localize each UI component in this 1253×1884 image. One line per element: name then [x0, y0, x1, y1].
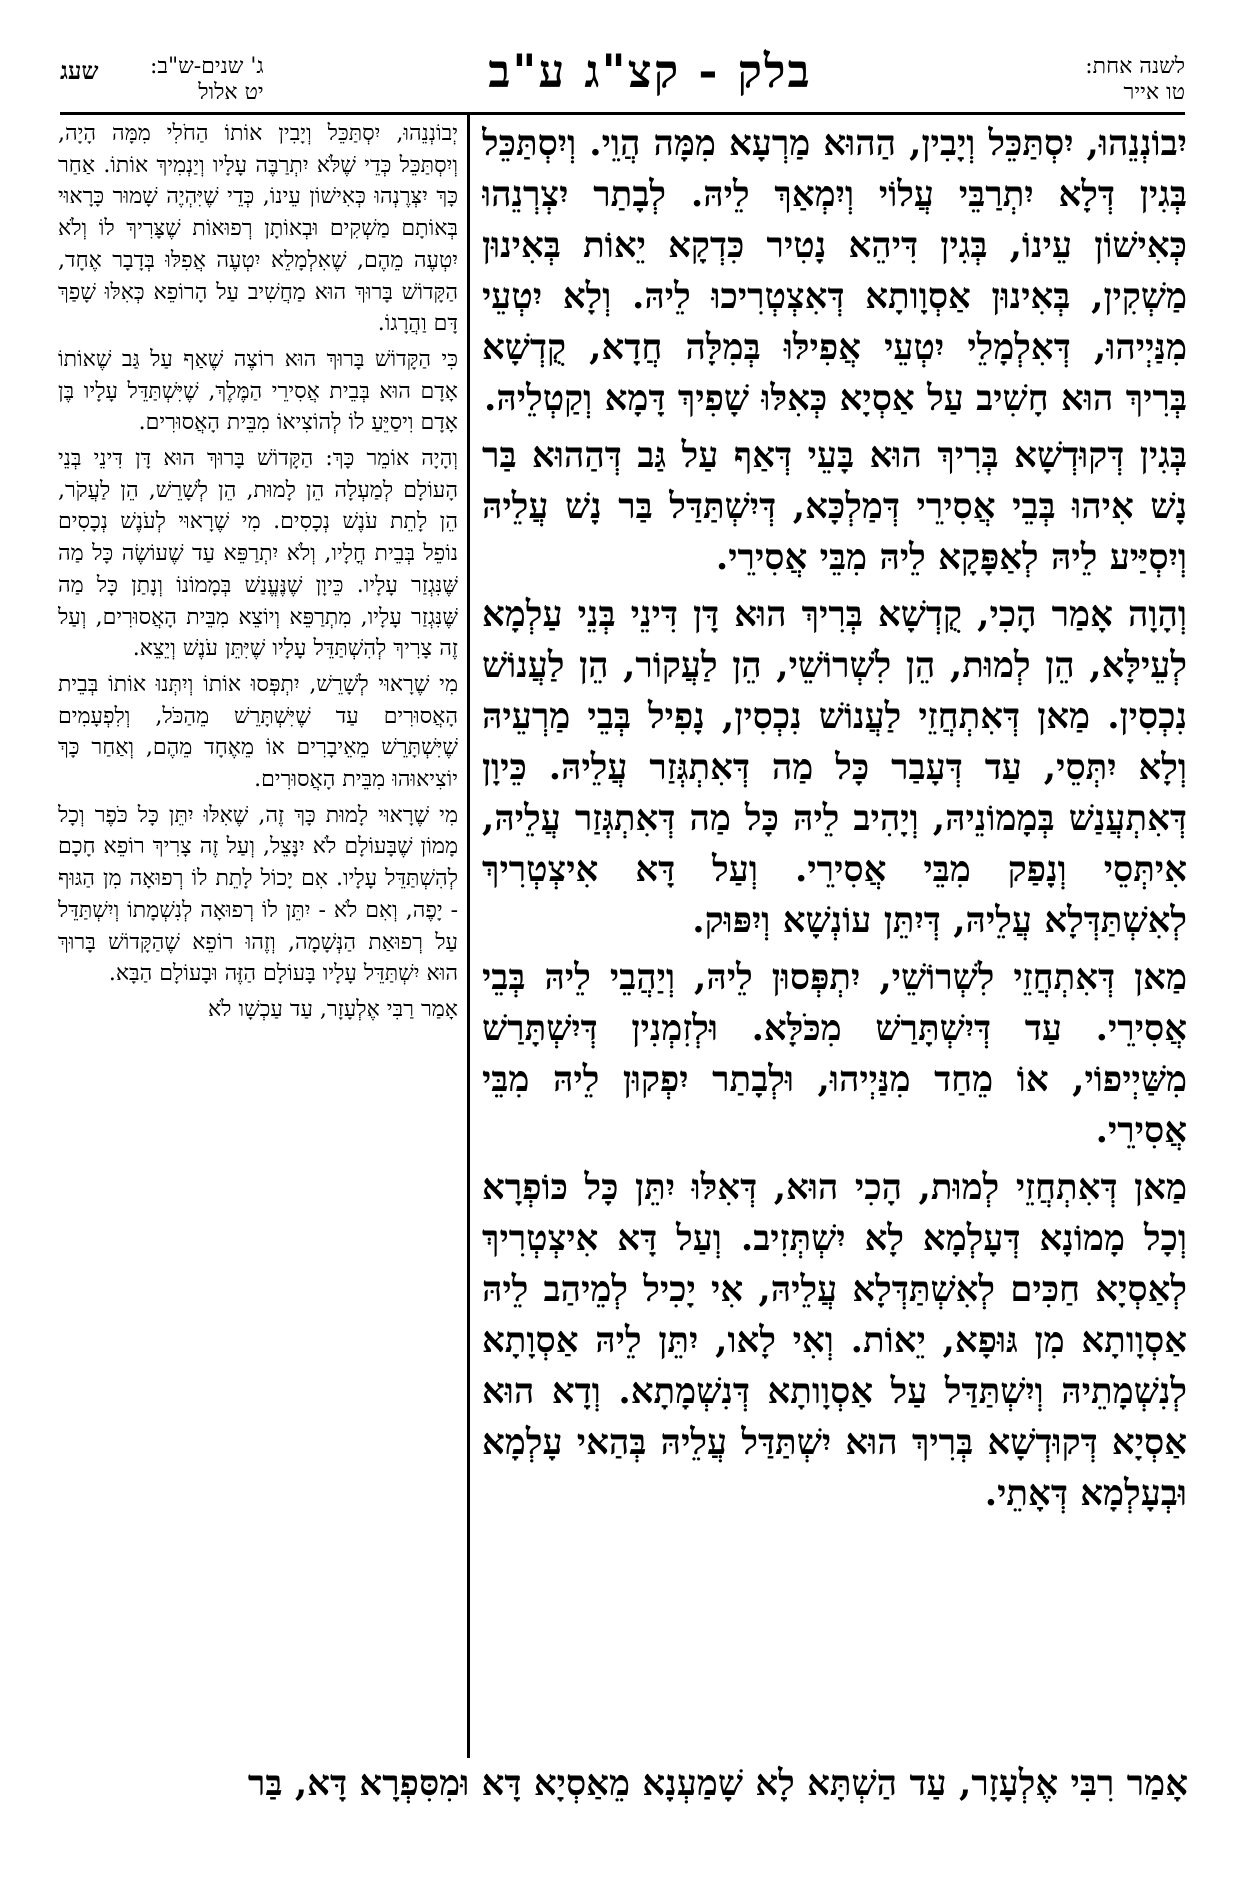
page-header [60, 44, 1185, 120]
main-paragraph: יִבוֹנְנֵהוּ, יִסְתַּכֵּל וְיָבִין, הַהוּא מַרְעָא מִמָּה הֲוֵי. וְיִסְתַּכֵּל בְּגִין דְּלָא יִתְרַבֵּי עֲלוֹי וְיִמְאַךְ לֵיהּ. לְבָתַר יִצְרְנֵהוּ כְּאִישׁוֹן עֵינוֹ, בְּגִין דִּיהֵא נָטִיר כִּדְקָא יֵאוֹת בְּאִינוּן מַשְׁקִין, בְּאִינוּן אַסְוָותָא דְּאִצְטְרִיכוּ לֵיהּ. וְלָא יִטְעֵי מִנַּיְיהוּ, דְּאִלְמָלֵי יִטְעֵי אֲפִילּוּ בְּמִלָּה חֲדָא, קֻדְשָׁא בְּרִיךְ הוּא חָשִׁיב עַל אַסְיָא כְּאִלּוּ שָׁפִיךְ דָּמָא וְקַטְלֵיהּ. [482, 123, 1187, 419]
study-schedule-three-years [150, 54, 264, 106]
page-number: שעג [60, 56, 99, 85]
translation-paragraph: מִי שֶׁרָאוּי לְשָׁרֵשׁ, יִתְפְּסוּ אוֹתוֹ וְיִתְּנוּ אוֹתוֹ בְּבֵית הָאֲסוּרִים עַד שֶׁיִּשְׁתָּרֵשׁ מֵהַכֹּל, וְלִפְעָמִים שֶׁיִּשְׁתָּרֵשׁ מֵאֵיבָרִים אוֹ מֵאֶחָד מֵהֶם, וְאַחַר כָּךְ יוֹצִיאוּהוּ מִבֵּית הָאֲסוּרִים. [58, 671, 458, 793]
translation-paragraph: אָמַר רַבִּי אֶלְעָזָר, עַד עַכְשָׁו לֹא [207, 996, 458, 1022]
aramaic-main-text [482, 118, 1187, 1758]
hebrew-translation-column [58, 118, 458, 1758]
translation-paragraph: יְבוֹנְנֵהוּ, יִסְתַּכֵּל וְיָבִין אוֹתוֹ הַחֹלִי מִמָּה הָיָה, וְיִסְתַּכֵּל כְּדֵי שֶׁלֹּא יִתְרַבֶּה עָלָיו וְיַנְמִיךְ אוֹתוֹ. אַחַר כָּךְ יִצְּרֶנְהוּ כְּאִישׁוֹן עֵינוֹ, כְּדֵי שֶׁיִּהְיֶה שָׁמוּר כָּרָאוּי בְּאוֹתָם מַשְׁקִים וּבְאוֹתָן רְפוּאוֹת שֶׁצָּרִיךְ לוֹ וְלֹא יִטְעֶה מֵהֶם, שֶׁאִלְמָלֵא יִטְעֶה אֲפִלּוּ בְּדָבָר אֶחָד, הַקָּדוֹשׁ בָּרוּךְ הוּא מַחֲשִׁיב עַל הָרוֹפֵא כְּאִלּוּ שָׁפַךְ דָּם וַהֲרָגוֹ. [58, 121, 458, 337]
main-paragraph: בְּגִין דְּקוּדְשָׁא בְּרִיךְ הוּא בָּעֵי דְּאַף עַל גַּב דְּהַהוּא בַּר נָשׁ אִיהוּ בְּבֵי אֲסִירֵי דְּמַלְכָּא, דְּיִשְׁתַּדַּל בַּר נָשׁ עֲלֵיהּ וְיִסְיַּיע לֵיהּ לְאַפָּקָא לֵיהּ מִבֵּי אֲסִירֵי. [482, 435, 1187, 578]
main-text-continuation-line: אָמַר רִבִּי אֶלְעָזָר, עַד הַשְׁתָּא לָא שָׁמַעְנָא מֵאַסְיָא דָּא וּמִסִּפְרָא דָּא, בַּר [247, 1763, 1188, 1804]
header-divider [60, 112, 1185, 115]
page-title: בלק - קצ"ג ע"ב [488, 44, 812, 98]
main-paragraph: מַאן דְּאִתְחֲזֵי לִשְׁרוֹשֵׁי, יִתְפְּסוּן לֵיהּ, וְיַהֲבֵי לֵיהּ בְּבֵי אֲסִירֵי. עַד דְּיִשְׁתָּרַשׁ מִכֹּלָּא. וּלְזִמְנִין דְּיִשְׁתָּרַשׁ מִשַּׁיְיפוֹי, אוֹ מֵחַד מִנַּיְיהוּ, וּלְבָתַר יִפְקוּן לֵיהּ מִבֵּי אֲסִירֵי. [482, 957, 1187, 1151]
column-divider [467, 113, 470, 1758]
main-paragraph: מַאן דְּאִתְחֲזֵי לְמוּת, הָכִי הוּא, דְּאִלּוּ יִתֵּן כָּל כּוֹפְרָא וְכָל מָמוֹנָא דְּעָלְמָא לָא יִשְׁתְּזִיב. וְעַל דָּא אִיצְטְרִיךְ לְאַסְיָא חַכִּים לְאִשְׁתַּדְּלָא עֲלֵיהּ, אִי יָכִיל לְמֵיהַב לֵיהּ אַסְוָותָא מִן גּוּפָא, יֵאוֹת. וְאִי לָאו, יִתֵּן לֵיהּ אַסְוָתָא לְנִשְׁמָתֵיהּ וְיִשְׁתַּדַּל עַל אַסְוָותָא דְּנִשְׁמָתָא. וְדָא הוּא אַסְיָא דְּקוּדְשָׁא בְּרִיךְ הוּא יִשְׁתַּדַּל עֲלֵיהּ בְּהַאי עָלְמָא וּבְעָלְמָא דְּאָתֵי. [482, 1167, 1187, 1514]
main-paragraph: וְהָוָה אָמַר הָכִי, קֻדְשָׁא בְּרִיךְ הוּא דָּן דִּינֵי בְּנֵי עַלְמָא לְעֵילָּא, הֵן לְמוּת, הֵן לִשְׁרוֹשֵׁי, הֵן לַעֲקוֹר, הֵן לַעֲנוֹשׁ נִכְסִין. מַאן דְּאִתְחֲזֵי לַעֲנוֹשׁ נִכְסִין, נָפִיל בְּבֵי מַרְעֵיהּ וְלָא יִתְּסֵי, עַד דְּעָבַר כָּל מַה דְּאִתְגְּזַר עֲלֵיהּ. כֵּיוָן דְּאִתְעֲנַשׁ בְּמָמוֹנֵיהּ, וְיָהִיב לֵיהּ כָּל מַה דְּאִתְגְּזַר עֲלֵיהּ, אִיתְּסֵי וְנָפַק מִבֵּי אֲסִירֵי. וְעַל דָּא אִיצְטְרִיךְ לְאִשְׁתַּדְּלָא עֲלֵיהּ, דְּיִתֵּן עוֹנְשָׁא וְיִפּוּק. [482, 594, 1187, 941]
schedule-date: יט אלול [198, 80, 264, 105]
schedule-date: טו אייר [1123, 80, 1185, 105]
schedule-label: ג' שנים-ש"ב: [150, 54, 264, 79]
translation-paragraph: מִי שֶׁרָאוּי לָמוּת כָּךְ זֶה, שֶׁאִלּוּ יִתֵּן כָּל כֹּפֶר וְכָל מָמוֹן שֶׁבָּעוֹלָם לֹא יִנָּצֵל, וְעַל זֶה צָרִיךְ רוֹפֵא חָכָם לְהִשְׁתַּדֵּל עָלָיו. אִם יָכוֹל לָתֵת לוֹ רְפוּאָה מִן הַגּוּף - יָפֶה, וְאִם לֹא - יִתֵּן לוֹ רְפוּאָה לְנִשְׁמָתוֹ וְיִשְׁתַּדֵּל עַל רְפוּאַת הַנְּשָׁמָה, וְזֶהוּ רוֹפֵא שֶׁהַקָּדוֹשׁ בָּרוּךְ הוּא יִשְׁתַּדֵּל עָלָיו בָּעוֹלָם הַזֶּה וּבָעוֹלָם הַבָּא. [58, 802, 458, 987]
study-schedule-one-year [1085, 54, 1185, 106]
translation-paragraph: כִּי הַקָּדוֹשׁ בָּרוּךְ הוּא רוֹצֶה שֶׁאַף עַל גַּב שֶׁאוֹתוֹ אָדָם הוּא בְּבֵית אֲסִירֵי הַמֶּלֶךְ, שֶׁיִּשְׁתַּדֵּל עָלָיו בֶּן אָדָם וִיסַיֵּעַ לוֹ לְהוֹצִיאוֹ מִבֵּית הָאֲסוּרִים. [58, 346, 458, 436]
schedule-label: לשנה אחת: [1085, 54, 1185, 79]
translation-paragraph: וְהָיָה אוֹמֵר כָּךְ: הַקָּדוֹשׁ בָּרוּךְ הוּא דָּן דִּינֵי בְּנֵי הָעוֹלָם לְמַעְלָה הֵן לָמוּת, הֵן לְשָׁרֵשׁ, הֵן לַעֲקֹר, הֵן לָתֵת עֹנֶשׁ נְכָסִים. מִי שֶׁרָאוּי לְעֹנֶשׁ נְכָסִים נוֹפֵל בְּבֵית חֳלָיו, וְלֹא יִתְרַפֵּא עַד שֶׁעוֹשֶׂה כָּל מַה שֶּׁנִּגְזַר עָלָיו. כֵּיוָן שֶׁנֶּעֱנַשׁ בְּמָמוֹנוֹ וְנָתַן כָּל מַה שֶּׁנִּגְזַר עָלָיו, מִתְרַפֵּא וְיוֹצֵא מִבֵּית הָאֲסוּרִים, וְעַל זֶה צָרִיךְ לְהִשְׁתַּדֵּל עָלָיו שֶׁיִּתֵּן עֹנֶשׁ וְיֵצֵא. [58, 446, 458, 662]
